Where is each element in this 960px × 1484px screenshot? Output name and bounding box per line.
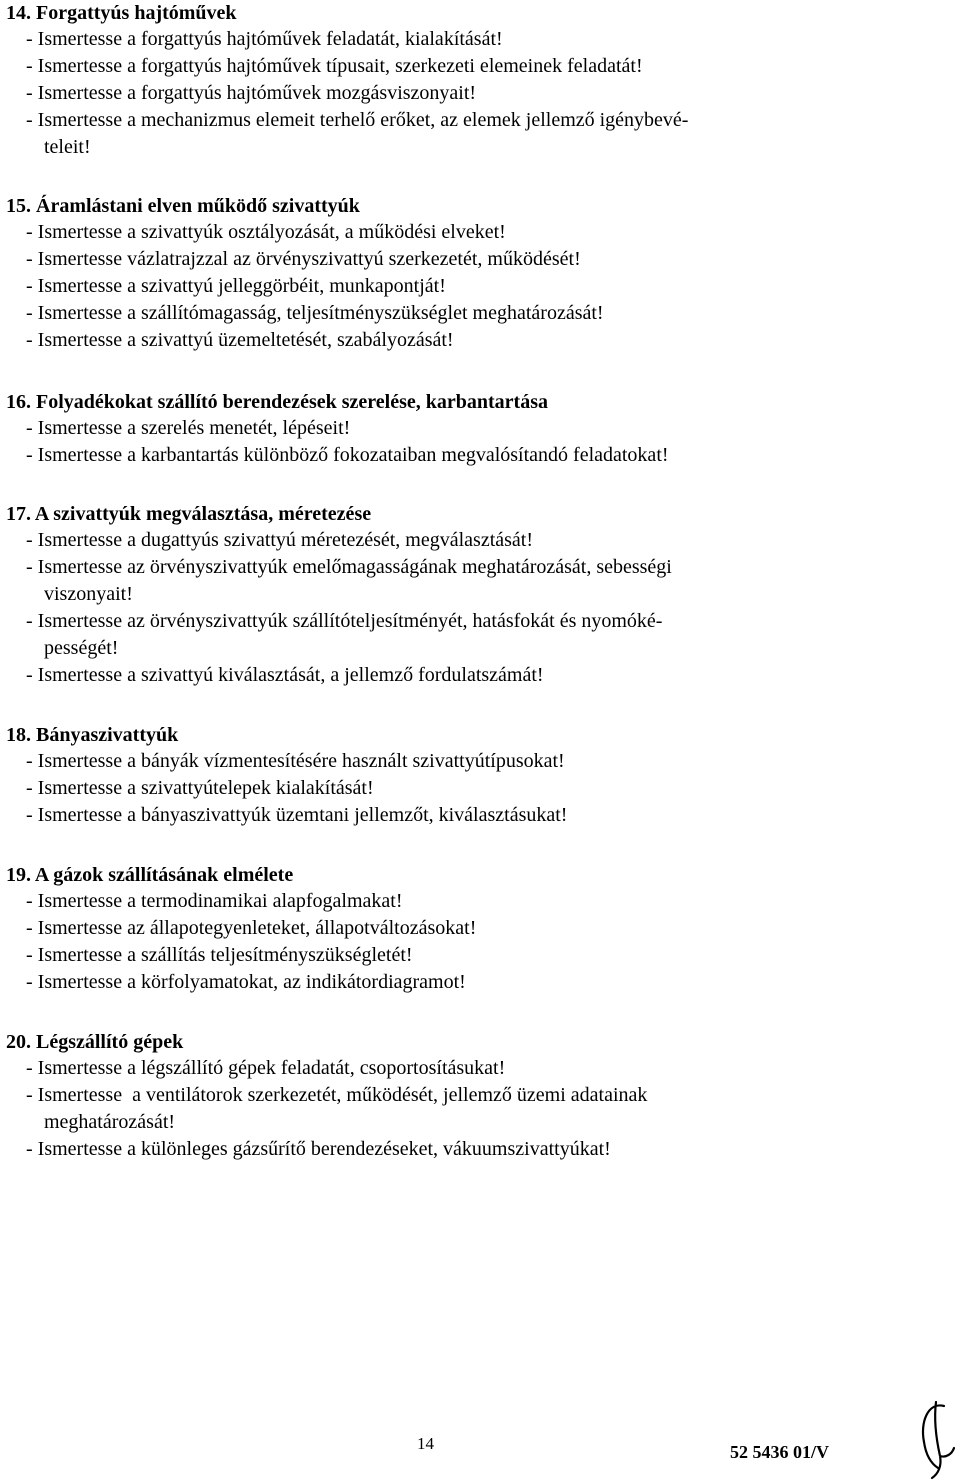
- section-title: 20. Légszállító gépek: [6, 1031, 184, 1053]
- section-title: 16. Folyadékokat szállító berendezések szerelése, karbantartása: [6, 391, 548, 413]
- list-item: - Ismertesse a termodinamikai alapfogalmakat!: [26, 890, 403, 912]
- section-title: 14. Forgattyús hajtóművek: [6, 2, 237, 24]
- document-code: 52 5436 01/V: [730, 1442, 829, 1462]
- section-title: 15. Áramlástani elven működő szivattyúk: [6, 195, 360, 217]
- list-item: - Ismertesse a mechanizmus elemeit terhelő erőket, az elemek jellemző igénybevé- teleit!: [26, 109, 689, 158]
- section-18: [6, 722, 906, 829]
- list-item: - Ismertesse a bányaszivattyúk üzemtani jellemzőt, kiválasztásukat!: [26, 804, 568, 826]
- item-list: [6, 527, 906, 689]
- section-title: 19. A gázok szállításának elmélete: [6, 864, 294, 886]
- section-15: [6, 193, 906, 354]
- list-item: - Ismertesse a szivattyú jelleggörbéit, munkapontját!: [26, 275, 446, 297]
- section-14: [6, 0, 906, 161]
- list-item: - Ismertesse az örvényszivattyúk emelőmagasságának meghatározását, sebességi viszonyait!: [26, 556, 672, 605]
- list-item: - Ismertesse a szállítómagasság, teljesítményszükséglet meghatározását!: [26, 302, 604, 324]
- section-17: [6, 501, 906, 689]
- list-item: - Ismertesse vázlatrajzzal az örvényszivattyú szerkezetét, működését!: [26, 248, 581, 270]
- item-list: [6, 888, 906, 996]
- list-item: - Ismertesse a szivattyú üzemeltetését, szabályozását!: [26, 329, 454, 351]
- list-item: - Ismertesse a forgattyús hajtóművek feladatát, kialakítását!: [26, 28, 503, 50]
- list-item: - Ismertesse az állapotegyenleteket, állapotváltozásokat!: [26, 917, 477, 939]
- item-list: [6, 1055, 906, 1163]
- list-item: - Ismertesse a forgattyús hajtóművek mozgásviszonyait!: [26, 82, 477, 104]
- item-list: [6, 415, 906, 469]
- list-item: - Ismertesse a különleges gázsűrítő berendezéseket, vákuumszivattyúkat!: [26, 1138, 611, 1160]
- section-19: [6, 862, 906, 996]
- list-item: - Ismertesse a légszállító gépek feladatát, csoportosításukat!: [26, 1057, 506, 1079]
- list-item: - Ismertesse a körfolyamatokat, az indikátordiagramot!: [26, 971, 466, 993]
- section-20: [6, 1029, 906, 1163]
- list-item: - Ismertesse a szivattyú kiválasztását, a jellemző fordulatszámát!: [26, 664, 544, 686]
- item-list: [6, 219, 906, 354]
- list-item: - Ismertesse a szállítás teljesítményszükségletét!: [26, 944, 413, 966]
- page-number: 14: [417, 1434, 434, 1453]
- list-item: - Ismertesse a szivattyúk osztályozását, a működési elveket!: [26, 221, 506, 243]
- list-item: - Ismertesse az örvényszivattyúk szállítóteljesítményét, hatásfokát és nyomóké- pességét!: [26, 610, 663, 659]
- list-item: - Ismertesse a szivattyútelepek kialakítását!: [26, 777, 374, 799]
- item-list: [6, 748, 906, 829]
- list-item: - Ismertesse a dugattyús szivattyú méretezését, megválasztását!: [26, 529, 534, 551]
- section-title: 17. A szivattyúk megválasztása, méretezése: [6, 503, 372, 525]
- section-16: [6, 389, 906, 469]
- list-item: - Ismertesse a karbantartás különböző fokozataiban megvalósítandó feladatokat!: [26, 444, 669, 466]
- list-item: - Ismertesse a bányák vízmentesítésére használt szivattyútípusokat!: [26, 750, 565, 772]
- section-title: 18. Bányaszivattyúk: [6, 724, 179, 746]
- list-item: - Ismertesse a szerelés menetét, lépéseit!: [26, 417, 351, 439]
- item-list: [6, 26, 906, 161]
- list-item: - Ismertesse a forgattyús hajtóművek típusait, szerkezeti elemeinek feladatát!: [26, 55, 643, 77]
- list-item: - Ismertesse a ventilátorok szerkezetét, működését, jellemző üzemi adatainak meghatározását!: [26, 1084, 648, 1133]
- signature-icon: [914, 1398, 958, 1482]
